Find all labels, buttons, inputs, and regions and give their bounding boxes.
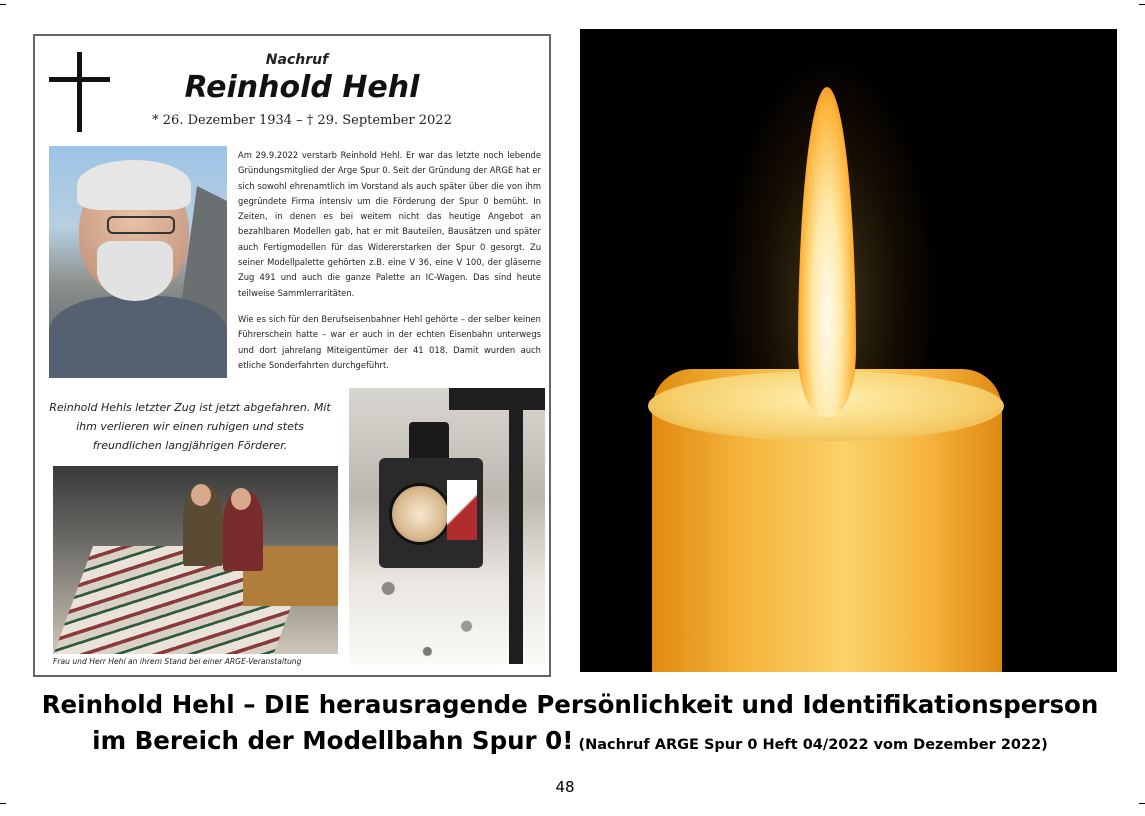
obituary-notice	[33, 34, 551, 677]
photo-caption: Frau und Herr Hehl an ihrem Stand bei einer ARGE-Veranstaltung	[53, 657, 302, 666]
portrait-photo	[49, 146, 227, 378]
crop-mark	[1139, 803, 1145, 804]
notice-paragraph-1: Am 29.9.2022 verstarb Reinhold Hehl. Er war das letzte noch lebende Gründungsmitglied der Arge Spur 0. Seit der Gründung der ARGE hat er sich sowohl ehrenamtlich im Vorstand als auch später über die von ihm gegründete Firma intensiv um die Förderung der Spur 0 bemüht. In Zeiten, in denen es bei weitem nicht das heutige Angebot an bezahlbaren Modellen gab, hat er mit Bauteilen, Bausätzen und später auch Fertigmodellen für das Widererstarken der Spur 0 gesorgt. Zu seiner Modellpalette gehörten z.B. eine V 36, eine V 100, der gläserne Zug 491 und auch die ganze Palette an IC-Wagen. Das sind heute teilweise Sammlerraritäten.	[238, 150, 541, 298]
page-headline	[40, 687, 1100, 763]
notice-dates: * 26. Dezember 1934 – † 29. September 2022	[152, 113, 452, 128]
exhibition-stand-photo	[53, 466, 338, 654]
crop-mark	[0, 4, 6, 5]
candle-photo	[580, 29, 1117, 672]
railway-lamp-photo	[349, 388, 545, 664]
headline-main: Reinhold Hehl – DIE herausragende Persönlichkeit und Identifikationsperson im Bereich der Modellbahn Spur 0!	[41, 690, 1099, 755]
notice-name: Reinhold Hehl	[184, 70, 420, 105]
crop-mark	[1139, 4, 1145, 5]
notice-label: Nachruf	[265, 52, 329, 68]
notice-paragraph-2: Wie es sich für den Berufseisenbahner Hehl gehörte – der selber keinen Führerschein hatte – war er auch in der echten Eisenbahn unterwegs und dort jahrelang Miteigentümer der 41 018. Damit wurden auch etliche Sonderfahrten durchgeführt.	[238, 314, 541, 370]
notice-quote: Reinhold Hehls letzter Zug ist jetzt abgefahren. Mit ihm verlieren wir einen ruhigen und stets freundlichen langjährigen Förderer.	[49, 401, 331, 452]
crop-mark	[0, 803, 6, 804]
page-number: 48	[555, 778, 575, 796]
headline-source: (Nachruf ARGE Spur 0 Heft 04/2022 vom Dezember 2022)	[573, 737, 1048, 753]
